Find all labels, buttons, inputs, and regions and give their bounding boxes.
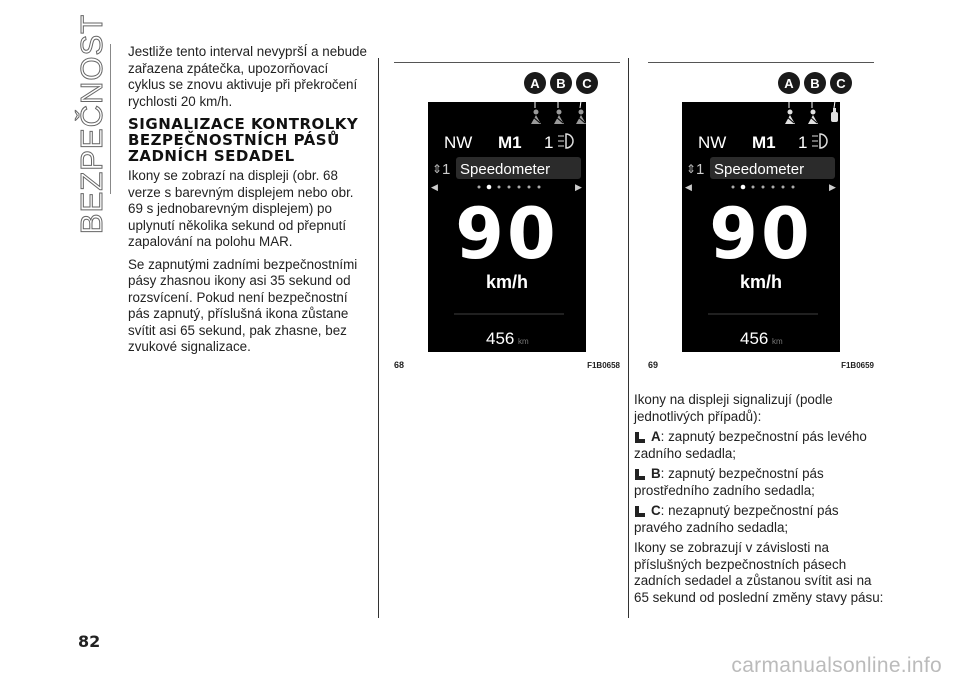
figure-68-number: 68: [394, 360, 405, 370]
svg-text:◀: ◀: [431, 182, 438, 192]
svg-text:B: B: [810, 76, 820, 91]
intro-paragraph: Jestliže tento interval nevypršÍ a nebude zařazena zpátečka, upozorňovací cyklus se znovu aktivuje při překročení rychlosti 20 km/h.: [128, 44, 367, 109]
callout-a: [524, 72, 546, 94]
svg-text:C: C: [582, 76, 592, 91]
svg-text:1: 1: [442, 161, 451, 178]
side-divider: [110, 44, 111, 194]
rear-seat-icon: [634, 505, 646, 518]
rear-seat-icon: [634, 468, 646, 481]
svg-text:◀: ◀: [685, 182, 692, 192]
svg-text:NW: NW: [444, 133, 473, 152]
legend-intro: Ikony na displeji signalizují (podle jednotlivých případů):: [634, 392, 833, 424]
callout-a: [778, 72, 800, 94]
svg-text:90: 90: [455, 193, 559, 275]
legend-item-c: C: nezapnutý bezpečnostní pás pravého zadního sedadla;: [634, 503, 839, 535]
figure-69: [648, 62, 874, 372]
svg-text:M1: M1: [498, 133, 522, 152]
svg-text:km/h: km/h: [739, 272, 783, 292]
column-divider-left: [378, 58, 379, 618]
figure-69-illustration: [648, 62, 874, 362]
svg-text:A: A: [530, 76, 540, 91]
svg-text:Speedometer: Speedometer: [714, 161, 805, 178]
svg-text:⇕: ⇕: [686, 162, 697, 176]
svg-text:1: 1: [544, 133, 554, 152]
svg-text:km/h: km/h: [485, 272, 529, 292]
svg-text:M1: M1: [752, 133, 776, 152]
figure-68: [394, 62, 620, 372]
svg-text:456: 456: [486, 329, 515, 348]
svg-text:km: km: [772, 337, 783, 346]
paragraph-2: Se zapnutými zadními bezpečnostními pásy zhasnou ikony asi 35 sekund od rozsvícení. Pokud není bezpečnostní pás zapnutý, příslušná ikona zůstane svítit asi 65 sekund, pak zhasne, bez zvukové signalizace.: [128, 256, 358, 354]
svg-text:NW: NW: [698, 133, 727, 152]
svg-text:A: A: [784, 76, 794, 91]
svg-text:▶: ▶: [829, 182, 836, 192]
figure-69-code: F1B0659: [841, 361, 874, 370]
svg-text:▶: ▶: [575, 182, 582, 192]
callout-c: [830, 72, 852, 94]
rear-seat-icon: [634, 431, 646, 444]
paragraph-1: Ikony se zobrazí na displeji (obr. 68 verze s barevným displejem nebo obr. 69 s jednobarevným displejem) po uplynutí několika sekund od přepnutí zapalování na polohu MAR.: [128, 168, 354, 249]
watermark: carmanualsonline.info: [731, 654, 942, 677]
legend-item-b: B: zapnutý bezpečnostní pás prostředního zadního sedadla;: [634, 466, 824, 498]
svg-text:Speedometer: Speedometer: [460, 161, 551, 178]
column-3: [634, 392, 884, 610]
callout-c: [576, 72, 598, 94]
svg-text:1: 1: [696, 161, 705, 178]
callout-b: [804, 72, 826, 94]
legend-item-a: A: zapnutý bezpečnostní pás levého zadního sedadla;: [634, 429, 867, 461]
legend-outro: Ikony se zobrazují v závislosti na příslušných bezpečnostních pásech zadních sedadel a zůstanou svítit asi na 65 sekund od poslední změny stavy pásu:: [634, 540, 884, 605]
svg-text:1: 1: [798, 133, 808, 152]
section-heading: SIGNALIZACE KONTROLKY BEZPEČNOSTNÍCH PÁSŮ ZADNÍCH SEDADEL: [128, 115, 359, 165]
figure-69-number: 69: [648, 360, 659, 370]
section-side-title: BEZPEČNOST: [74, 13, 109, 235]
svg-text:km: km: [518, 337, 529, 346]
svg-text:C: C: [836, 76, 846, 91]
svg-text:90: 90: [709, 193, 813, 275]
svg-text:456: 456: [740, 329, 769, 348]
column-divider-right: [628, 58, 629, 618]
figure-68-code: F1B0658: [587, 361, 620, 370]
page-number: 82: [78, 632, 101, 651]
figure-68-illustration: [394, 62, 620, 362]
svg-text:⇕: ⇕: [432, 162, 443, 176]
svg-text:B: B: [556, 76, 566, 91]
callout-b: [550, 72, 572, 94]
column-1: [128, 44, 368, 362]
